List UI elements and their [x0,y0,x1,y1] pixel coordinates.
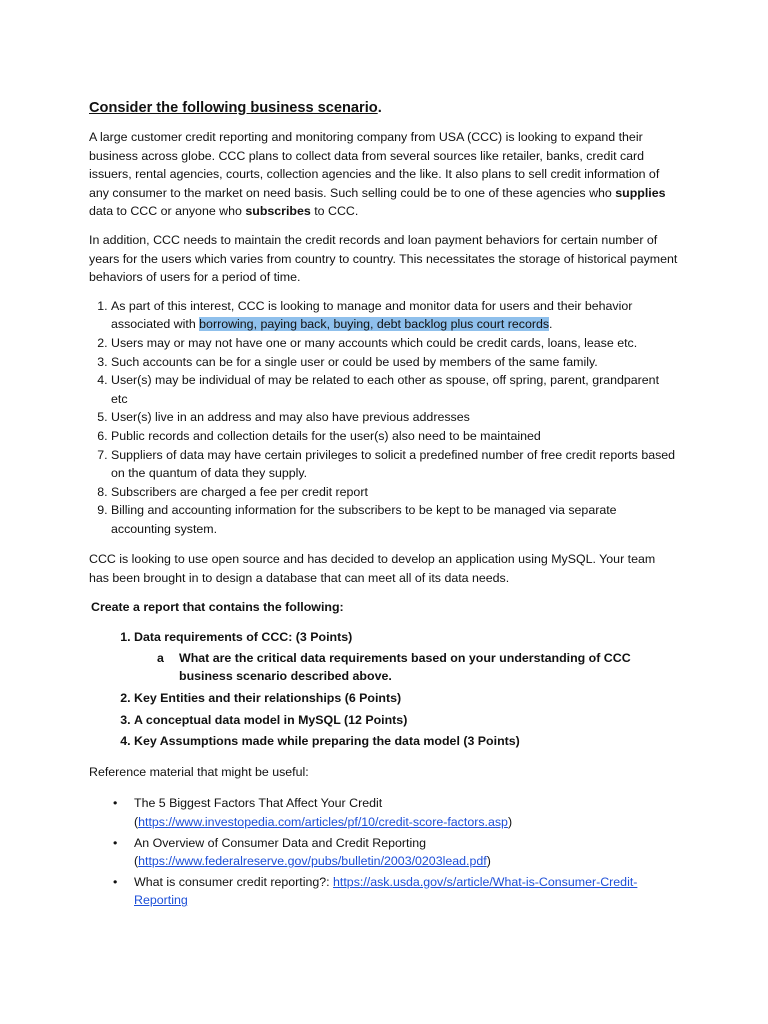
task-item: 2. Key Entities and their relationships (6 Points) [134,689,678,708]
intro-paragraph-1 [89,128,678,221]
references-heading: Reference material that might be useful: [89,764,309,779]
intro-bold-supplies: supplies [615,185,666,200]
intro-paragraph-2: In addition, CCC needs to maintain the credit records and loan payment behaviors for certain number of years for the users which varies from country to country. This necessitates the storage of historical payment behaviors of users for a period of time. [89,232,678,285]
list-item: 9. Billing and accounting information for the subscribers to be kept to be managed via separate accounting system. [111,501,678,538]
task-1-text: Data requirements of CCC: (3 Points) [134,630,353,645]
reference-item [89,794,678,831]
list-item: 4. User(s) may be individual of may be related to each other as spouse, off spring, parent, grandparent etc [111,371,678,408]
paren-close: ) [486,854,491,869]
list-item: 3. Such accounts can be for a single user or could be used by members of the same family. [111,353,678,372]
intro-text-d: to CCC. [310,204,359,219]
reference-link-investopedia[interactable]: https://www.investopedia.com/articles/pf/10/credit-score-factors.asp [138,815,508,829]
intro-text-a: A large customer credit reporting and monitoring company from USA (CCC) is looking to expand their business across globe. CCC plans to collect data from several sources like retailer, banks, credit card issuers, rental agencies, courts, collection agencies and the like. It also plans to sell credit information of any consumer to the market on need basis. Such selling could be to one of these agencies who [89,130,660,200]
subitem-text: What are the critical data requirements based on your understanding of CCC business scenario described above. [179,650,631,684]
title-text: Consider the following business scenario [89,100,378,116]
reference-title: What is consumer credit reporting?: [134,874,334,889]
list-item: 2. Users may or may not have one or many accounts which could be credit cards, loans, lease etc. [111,334,678,353]
bullet-icon: • [113,874,118,889]
list-item [111,297,678,334]
mysql-paragraph: CCC is looking to use open source and has decided to develop an application using MySQL. Your team has been brought in to design a database that can meet all of its data needs. [89,552,656,586]
report-heading: Create a report that contains the following: [91,599,344,614]
reference-body [134,794,512,831]
bullet-icon: • [113,835,118,850]
req-1-period: . [549,317,553,332]
subitem-marker: a [157,650,164,665]
page-title [89,98,678,118]
task-item [134,628,678,686]
highlighted-text[interactable]: borrowing, paying back, buying, debt backlog plus court records [199,317,550,332]
reference-link-usda[interactable]: https://ask.usda.gov/s/article/What-is-Consumer-Credit-Reporting [134,874,638,908]
reference-body [134,873,678,910]
reference-item [89,834,678,871]
intro-text-c: data to CCC or anyone who [89,204,246,219]
bullet-icon: • [113,796,118,811]
reference-title: The 5 Biggest Factors That Affect Your Credit [134,796,383,811]
task-1-subitem [134,649,678,686]
reference-item [89,873,678,910]
intro-bold-subscribes: subscribes [245,204,311,219]
requirements-list [89,297,678,539]
reference-body [134,834,491,871]
task-item: 3. A conceptual data model in MySQL (12 Points) [134,711,678,730]
references-list [89,794,678,910]
list-item: 6. Public records and collection details for the user(s) also need to be maintained [111,427,678,446]
report-task-list [89,628,678,751]
paren-open: ( [134,854,139,869]
paren-close: ) [507,815,513,829]
req-1-text: As part of this interest, CCC is looking to manage and monitor data for users and their behavior associated with [111,298,633,332]
task-item: 4. Key Assumptions made while preparing the data model (3 Points) [134,732,678,751]
title-period: . [377,100,382,116]
list-item: 5. User(s) live in an address and may also have previous addresses [111,408,678,427]
reference-link-federalreserve[interactable]: https://www.federalreserve.gov/pubs/bulletin/2003/0203lead.pdf [138,854,487,869]
paren-open: ( [134,815,139,829]
reference-title: An Overview of Consumer Data and Credit Reporting [134,835,427,850]
list-item: 7. Suppliers of data may have certain privileges to solicit a predefined number of free credit reports based on the quantum of data they supply. [111,446,678,483]
list-item: 8. Subscribers are charged a fee per credit report [111,483,678,502]
